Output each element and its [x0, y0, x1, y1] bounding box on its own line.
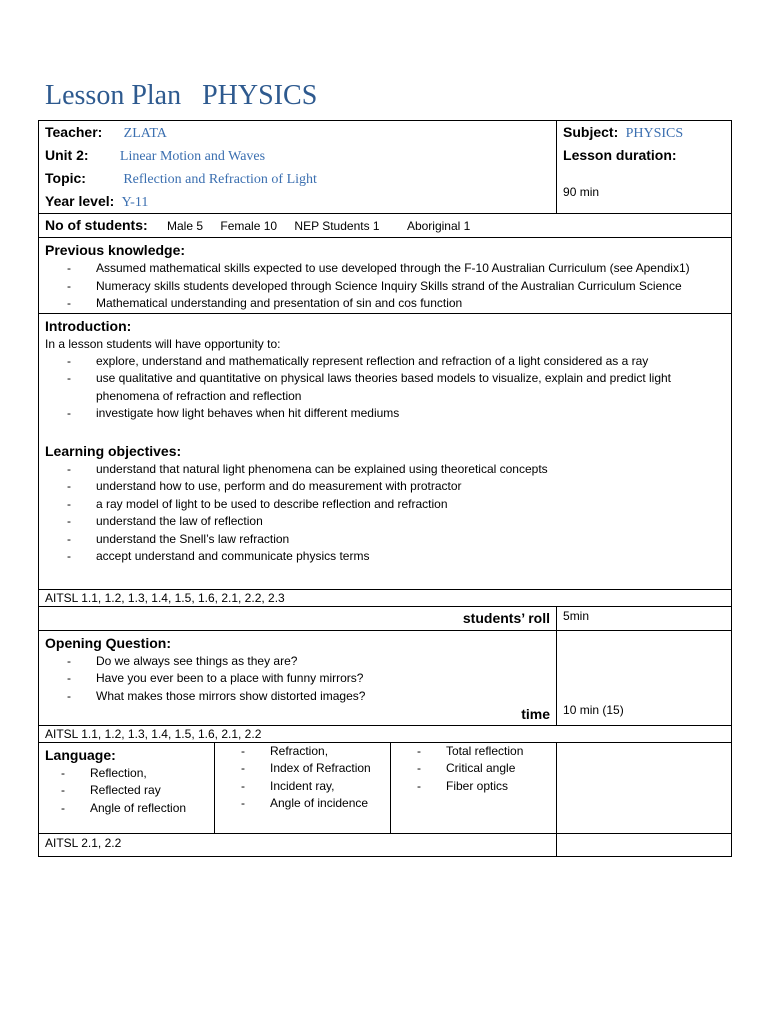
list-item: - Angle of reflection	[61, 800, 208, 818]
unit-label: Unit 2:	[45, 147, 89, 163]
roll-time: 5min	[557, 606, 732, 630]
language-list-2	[221, 743, 384, 813]
opening-cell	[39, 630, 557, 725]
list-item: - accept understand and communicate physics terms	[67, 548, 725, 566]
teacher-name: ZLATA	[123, 126, 167, 141]
language-row	[39, 742, 732, 833]
aitsl-row-2	[39, 725, 732, 742]
unit-name: Linear Motion and Waves	[119, 149, 266, 164]
list-item: - Index of Refraction	[241, 760, 384, 778]
roll-row	[39, 606, 732, 630]
year-label: Year level:	[45, 193, 115, 209]
students-aboriginal: Aboriginal 1	[406, 219, 471, 233]
opening-list	[45, 653, 550, 706]
list-item: - Angle of incidence	[241, 795, 384, 813]
list-item: - understand the Snell’s law refraction	[67, 531, 725, 549]
list-item: - Incident ray,	[241, 778, 384, 796]
list-item: - understand how to use, perform and do measurement with protractor	[67, 478, 725, 496]
introduction-cell	[39, 313, 732, 589]
list-item: - investigate how light behaves when hit different mediums	[67, 405, 725, 423]
list-item: - Have you ever been to a place with funny mirrors?	[67, 670, 550, 688]
students-nep: NEP Students 1	[294, 219, 380, 233]
language-heading: Language:	[45, 746, 116, 763]
previous-knowledge-heading: Previous knowledge:	[45, 242, 186, 258]
language-cell-4	[557, 742, 732, 833]
students-row	[39, 214, 732, 238]
list-item: - Reflected ray	[61, 782, 208, 800]
subject-label: Subject:	[563, 124, 619, 140]
roll-label: students’ roll	[462, 609, 551, 626]
aitsl-standards-1: AITSL 1.1, 1.2, 1.3, 1.4, 1.5, 1.6, 2.1, 2.2, 2.3	[39, 589, 732, 606]
list-item: - Mathematical understanding and presentation of sin and cos function	[67, 295, 725, 313]
students-cell	[39, 214, 732, 238]
duration-value: 90 min	[563, 185, 600, 199]
opening-time: 10 min (15)	[557, 630, 732, 725]
teacher-line	[45, 121, 550, 144]
list-item: - Do we always see things as they are?	[67, 653, 550, 671]
list-item: - understand that natural light phenomena can be explained using theoretical concepts	[67, 461, 725, 479]
previous-knowledge-list	[45, 260, 725, 313]
students-female: Female 10	[220, 219, 278, 233]
language-list-1	[45, 765, 208, 818]
subject-value: PHYSICS	[625, 126, 684, 141]
language-cell-3	[391, 742, 557, 833]
previous-knowledge-row	[39, 238, 732, 314]
previous-knowledge-cell	[39, 238, 732, 314]
aitsl-standards-2: AITSL 1.1, 1.2, 1.3, 1.4, 1.5, 1.6, 2.1, 2.2	[39, 725, 732, 742]
aitsl-row-1	[39, 589, 732, 606]
introduction-lead: In a lesson students will have opportunity to:	[45, 336, 281, 351]
unit-line	[45, 144, 550, 167]
language-list-3	[397, 743, 550, 796]
list-item: - What makes those mirrors show distorted images?	[67, 688, 550, 706]
page-title: Lesson Plan PHYSICS	[45, 80, 318, 111]
students-label: No of students:	[45, 217, 148, 233]
header-right-cell	[557, 121, 732, 214]
year-value: Y-11	[121, 195, 149, 210]
topic-label: Topic:	[45, 170, 86, 186]
aitsl-row-3	[39, 833, 732, 856]
introduction-heading: Introduction:	[45, 317, 132, 334]
topic-name: Reflection and Refraction of Light	[123, 172, 317, 187]
objectives-heading: Learning objectives:	[45, 442, 182, 459]
list-item: - use qualitative and quantitative on physical laws theories based models to visualize, explain and predict light phenomena of refraction and reflection	[67, 370, 725, 405]
header-row	[39, 121, 732, 214]
lesson-plan-table	[38, 120, 732, 857]
teacher-label: Teacher:	[45, 124, 103, 140]
subject-line	[563, 121, 725, 144]
list-item: - explore, understand and mathematically represent reflection and refraction of a light considered as a ray	[67, 353, 725, 371]
list-item: - understand the law of reflection	[67, 513, 725, 531]
opening-heading: Opening Question:	[45, 634, 171, 651]
list-item: - Fiber optics	[417, 778, 550, 796]
list-item: - a ray model of light to be used to describe reflection and refraction	[67, 496, 725, 514]
list-item: - Numeracy skills students developed through Science Inquiry Skills strand of the Australian Curriculum Science	[67, 278, 725, 296]
aitsl-row-3-empty	[557, 833, 732, 856]
header-left-cell	[39, 121, 557, 214]
list-item: - Reflection,	[61, 765, 208, 783]
list-item: - Total reflection	[417, 743, 550, 761]
list-item: - Critical angle	[417, 760, 550, 778]
topic-line	[45, 167, 550, 190]
opening-row	[39, 630, 732, 725]
list-item: - Assumed mathematical skills expected to use developed through the F-10 Australian Curriculum (see Apendix1)	[67, 260, 725, 278]
roll-cell	[39, 606, 557, 630]
year-line	[45, 190, 550, 213]
time-label: time	[521, 705, 551, 722]
duration-label: Lesson duration:	[563, 147, 677, 163]
introduction-list	[45, 353, 725, 423]
language-cell-1	[39, 742, 215, 833]
introduction-row	[39, 313, 732, 589]
aitsl-standards-3: AITSL 2.1, 2.2	[39, 833, 557, 856]
objectives-list	[45, 461, 725, 566]
list-item: - Refraction,	[241, 743, 384, 761]
students-male: Male 5	[167, 219, 204, 233]
language-cell-2	[215, 742, 391, 833]
